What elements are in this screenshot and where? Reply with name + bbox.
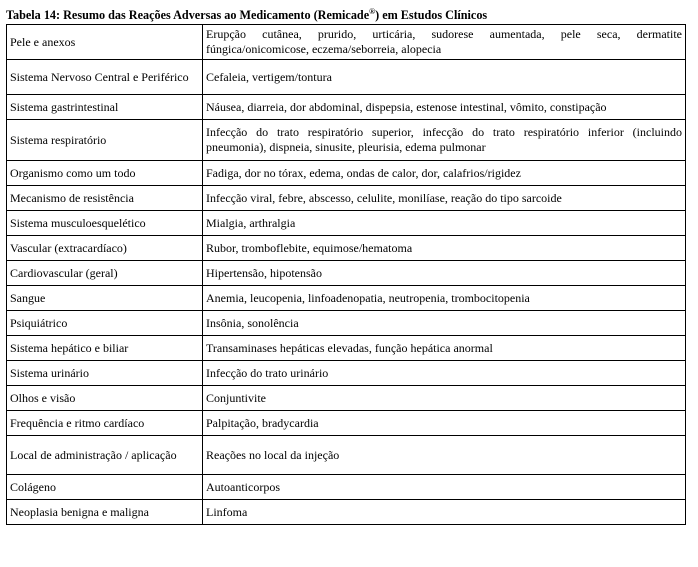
adverse-reactions-table <box>6 24 686 525</box>
table-row <box>7 60 686 95</box>
system-cell: Local de administração / aplicação <box>7 436 203 475</box>
system-cell: Sistema gastrintestinal <box>7 95 203 120</box>
table-row <box>7 361 686 386</box>
system-cell: Sistema musculoesquelético <box>7 211 203 236</box>
table-row <box>7 120 686 161</box>
system-cell: Olhos e visão <box>7 386 203 411</box>
reactions-cell: Erupção cutânea, prurido, urticária, sudorese aumentada, pele seca, dermatite fúngica/onicomicose, eczema/seborreia, alopecia <box>203 25 686 60</box>
system-cell: Pele e anexos <box>7 25 203 60</box>
reactions-cell: Conjuntivite <box>203 386 686 411</box>
table-row <box>7 500 686 525</box>
system-cell: Sistema urinário <box>7 361 203 386</box>
reactions-cell: Autoanticorpos <box>203 475 686 500</box>
reactions-cell: Reações no local da injeção <box>203 436 686 475</box>
table-row <box>7 211 686 236</box>
reactions-cell: Infecção viral, febre, abscesso, celulite, monilíase, reação do tipo sarcoide <box>203 186 686 211</box>
system-cell: Colágeno <box>7 475 203 500</box>
table-row <box>7 261 686 286</box>
system-cell: Sangue <box>7 286 203 311</box>
table-caption <box>6 8 487 23</box>
reactions-cell: Fadiga, dor no tórax, edema, ondas de calor, dor, calafrios/rigidez <box>203 161 686 186</box>
system-cell: Organismo como um todo <box>7 161 203 186</box>
table-row <box>7 336 686 361</box>
table-row <box>7 95 686 120</box>
caption-text: Tabela 14: Resumo das Reações Adversas ao Medicamento (Remicade <box>6 8 370 22</box>
reactions-cell: Infecção do trato respiratório superior, infecção do trato respiratório inferior (incluindo pneumonia), dispneia, sinusite, pleurisia, edema pulmonar <box>203 120 686 161</box>
reactions-cell: Palpitação, bradycardia <box>203 411 686 436</box>
registered-mark: ® <box>369 6 376 16</box>
reactions-cell: Infecção do trato urinário <box>203 361 686 386</box>
reactions-cell: Transaminases hepáticas elevadas, função hepática anormal <box>203 336 686 361</box>
system-cell: Cardiovascular (geral) <box>7 261 203 286</box>
system-cell: Frequência e ritmo cardíaco <box>7 411 203 436</box>
system-cell: Psiquiátrico <box>7 311 203 336</box>
table-row <box>7 25 686 60</box>
system-cell: Sistema Nervoso Central e Periférico <box>7 60 203 95</box>
reactions-cell: Mialgia, arthralgia <box>203 211 686 236</box>
reactions-cell: Insônia, sonolência <box>203 311 686 336</box>
table-row <box>7 411 686 436</box>
table-row <box>7 236 686 261</box>
reactions-cell: Anemia, leucopenia, linfoadenopatia, neutropenia, trombocitopenia <box>203 286 686 311</box>
system-cell: Sistema hepático e biliar <box>7 336 203 361</box>
reactions-cell: Linfoma <box>203 500 686 525</box>
table-row <box>7 186 686 211</box>
reactions-cell: Hipertensão, hipotensão <box>203 261 686 286</box>
system-cell: Sistema respiratório <box>7 120 203 161</box>
caption-text-end: ) em Estudos Clínicos <box>375 8 488 22</box>
reactions-cell: Cefaleia, vertigem/tontura <box>203 60 686 95</box>
system-cell: Mecanismo de resistência <box>7 186 203 211</box>
system-cell: Neoplasia benigna e maligna <box>7 500 203 525</box>
reactions-cell: Rubor, tromboflebite, equimose/hematoma <box>203 236 686 261</box>
table-row <box>7 475 686 500</box>
table-row <box>7 311 686 336</box>
table-row <box>7 286 686 311</box>
reactions-cell: Náusea, diarreia, dor abdominal, dispepsia, estenose intestinal, vômito, constipação <box>203 95 686 120</box>
system-cell: Vascular (extracardíaco) <box>7 236 203 261</box>
table-row <box>7 386 686 411</box>
table-row <box>7 161 686 186</box>
table-row <box>7 436 686 475</box>
